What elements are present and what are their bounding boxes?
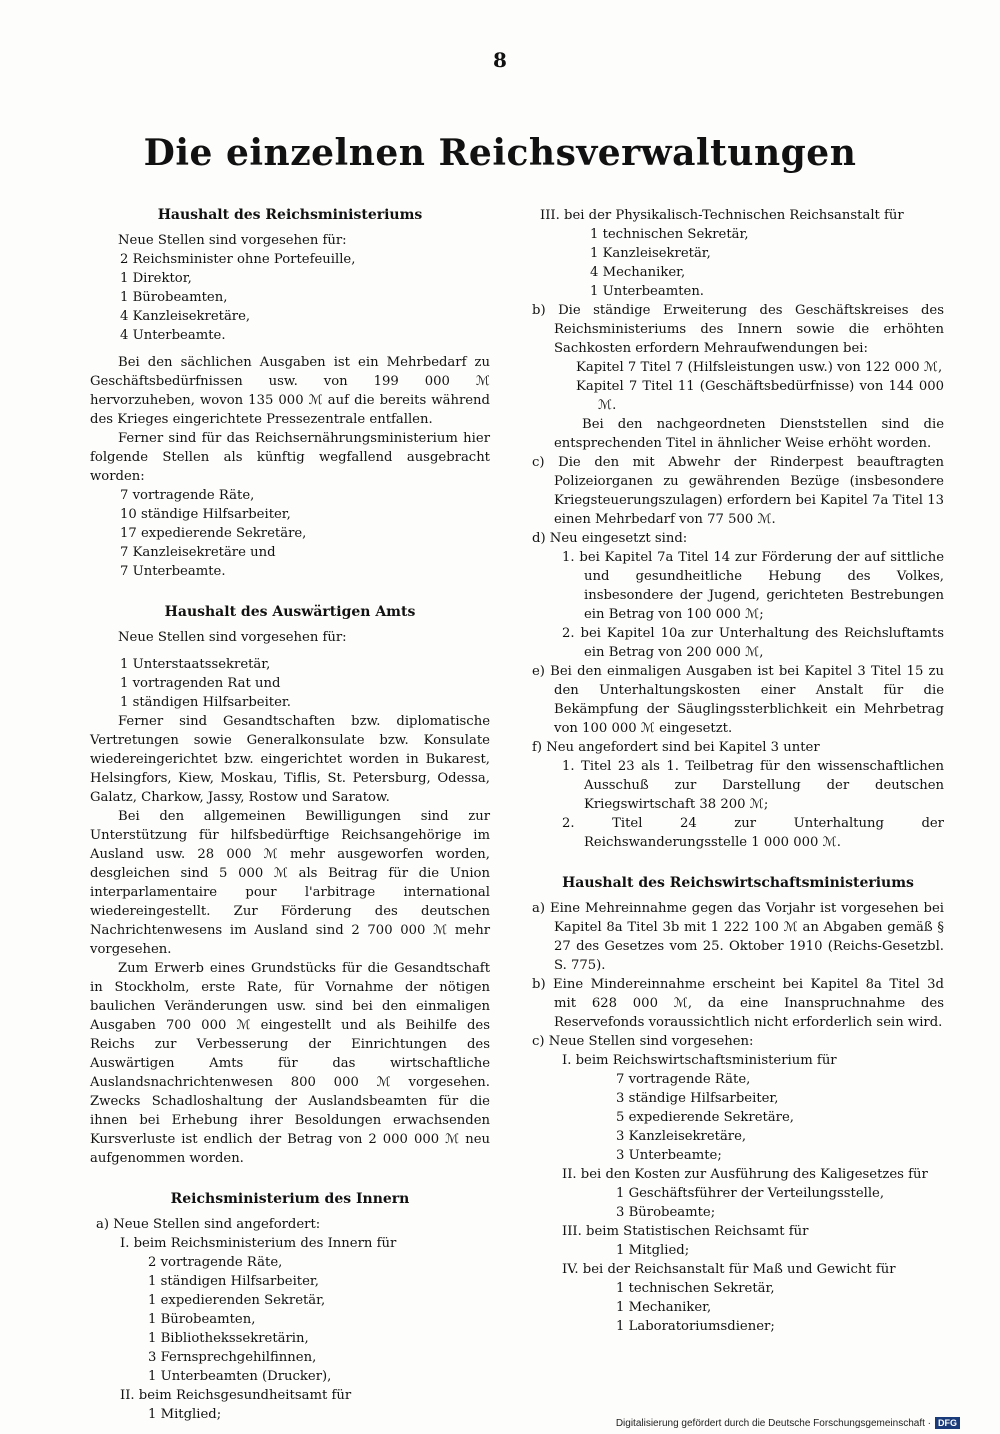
- section-heading: Haushalt des Auswärtigen Amts: [164, 604, 416, 620]
- list-item: 1 Mitglied;: [148, 1407, 222, 1422]
- section-heading: Haushalt des Reichswirtschaftsministeriums: [562, 875, 914, 891]
- paragraph: f) Neu angefordert sind bei Kapitel 3 unter: [532, 740, 820, 755]
- list-item: 7 vortragende Räte,: [120, 488, 255, 503]
- paragraph: d) Neu eingesetzt sind:: [532, 531, 688, 546]
- list-item: 2 Reichsminister ohne Portefeuille,: [120, 252, 356, 267]
- list-item: 1 Direktor,: [120, 271, 192, 286]
- list-item: 1 Geschäftsführer der Verteilungsstelle,: [616, 1186, 885, 1201]
- paragraph: 1. bei Kapitel 7a Titel 14 zur Förderung der auf sittliche und gesundheitliche Hebung des Volkes, insbesondere der Jugend, gerichteten Bestrebungen ein Betrag von 100 000 ℳ;: [562, 550, 944, 622]
- paragraph: c) Die den mit Abwehr der Rinderpest beauftragten Polizeiorganen zu gewährenden Bezüge (insbesondere Kriegsteuerungszulagen) erfordern bei Kapitel 7a Titel 13 einen Mehrbedarf von 77 500 ℳ.: [532, 455, 944, 527]
- paragraph: a) Eine Mehreinnahme gegen das Vorjahr ist vorgesehen bei Kapitel 8a Titel 3b mit 1 222 100 ℳ an Abgaben gemäß § 27 des Gesetzes vom 25. Oktober 1910 (Reichs-Gesetzbl. S. 775).: [532, 901, 944, 973]
- list-item: IV. bei der Reichsanstalt für Maß und Gewicht für: [562, 1262, 896, 1277]
- paragraph: Neue Stellen sind vorgesehen für:: [118, 630, 347, 645]
- paragraph: Bei den allgemeinen Bewilligungen sind zur Unterstützung für hilfsbedürftige Reichsangehörige im Ausland usw. 28 000 ℳ mehr ausgeworfen worden, desgleichen sind 5 000 ℳ als Beitrag für die Union interparlamentaire pour l'arbitrage international wiedereingestellt. Zur Förderung des deutschen Nachrichtenwesens im Ausland sind 2 700 000 ℳ mehr vorgesehen.: [90, 809, 490, 957]
- list-item: 1 vortragenden Rat und: [120, 676, 281, 691]
- list-item: 1 ständigen Hilfsarbeiter.: [120, 695, 291, 710]
- list-item: 1 Bürobeamten,: [148, 1312, 256, 1327]
- paragraph: Kapitel 7 Titel 11 (Geschäftsbedürfnisse) von 144 000 ℳ.: [576, 379, 944, 413]
- paragraph: c) Neue Stellen sind vorgesehen:: [532, 1034, 754, 1049]
- list-item: 3 Bürobeamte;: [616, 1205, 716, 1220]
- footer-text: Digitalisierung gefördert durch die Deutsche Forschungsgemeinschaft ·: [615, 1417, 931, 1429]
- page-number: 8: [493, 48, 507, 72]
- list-item: 1 technischen Sekretär,: [590, 227, 749, 242]
- list-item: 1 Mitglied;: [616, 1243, 690, 1258]
- list-item: 3 ständige Hilfsarbeiter,: [616, 1091, 779, 1106]
- list-item: I. beim Reichswirtschaftsministerium für: [562, 1053, 837, 1068]
- list-item: 1 Bürobeamten,: [120, 290, 228, 305]
- list-item: 7 Kanzleisekretäre und: [120, 545, 276, 560]
- list-item: 1 Unterbeamten.: [590, 284, 704, 299]
- paragraph: Bei den sächlichen Ausgaben ist ein Mehrbedarf zu Geschäftsbedürfnissen usw. von 199 000 ℳ hervorzuheben, wovon 135 000 ℳ auf die bereits während des Krieges eingerichtete Pressezentrale entfallen.: [90, 355, 490, 427]
- paragraph: e) Bei den einmaligen Ausgaben ist bei Kapitel 3 Titel 15 zu den Unterhaltungskosten einer Anstalt für die Bekämpfung der Säuglingssterblichkeit ein Mehrbetrag von 100 000 ℳ eingesetzt.: [532, 664, 944, 736]
- list-item: 2 vortragende Räte,: [148, 1255, 283, 1270]
- list-item: 4 Mechaniker,: [590, 265, 686, 280]
- list-item: 17 expedierende Sekretäre,: [120, 526, 307, 541]
- dfg-logo-icon: DFG: [935, 1417, 960, 1429]
- page-title: Die einzelnen Reichsverwaltungen: [143, 132, 857, 174]
- paragraph: Ferner sind für das Reichsernährungsministerium hier folgende Stellen als künftig wegfallend ausgebracht worden:: [90, 431, 490, 484]
- list-item: I. beim Reichsministerium des Innern für: [120, 1236, 397, 1251]
- paragraph: b) Die ständige Erweiterung des Geschäftskreises des Reichsministeriums des Innern sowie die erhöhten Sachkosten erfordern Mehraufwendungen bei:: [532, 303, 944, 356]
- list-item: 7 vortragende Räte,: [616, 1072, 751, 1087]
- list-item: II. beim Reichsgesundheitsamt für: [120, 1388, 352, 1403]
- paragraph: Zum Erwerb eines Grundstücks für die Gesandtschaft in Stockholm, erste Rate, für Vornahme der nötigen baulichen Veränderungen usw. sind bei den einmaligen Ausgaben 700 000 ℳ eingestellt und als Beihilfe des Reichs zur Verbesserung der Einrichtungen des Auswärtigen Amts für das wirtschaftliche Auslandsnachrichtenwesen 800 000 ℳ vorgesehen. Zwecks Schadloshaltung der Auslandsbeamten für die ihnen bei Erhebung ihrer Besoldungen erwachsenden Kursverluste ist endlich der Betrag von 2 000 000 ℳ neu aufgenommen worden.: [90, 961, 490, 1166]
- paragraph: 2. bei Kapitel 10a zur Unterhaltung des Reichsluftamts ein Betrag von 200 000 ℳ,: [562, 626, 944, 660]
- list-item: 3 Fernsprechgehilfinnen,: [148, 1350, 317, 1365]
- right-column: [532, 206, 944, 1336]
- list-item: 7 Unterbeamte.: [120, 564, 226, 579]
- list-item: III. beim Statistischen Reichsamt für: [562, 1224, 809, 1239]
- list-item: 1 Mechaniker,: [616, 1300, 712, 1315]
- paragraph: Ferner sind Gesandtschaften bzw. diplomatische Vertretungen sowie Generalkonsulate bzw. Konsulate wiedereingerichtet bzw. eingerichtet worden in Bukarest, Helsingfors, Kiew, Moskau, Tiflis, St. Petersburg, Odessa, Galatz, Charkow, Jassy, Rostow und Saratow.: [90, 714, 490, 805]
- list-item: 1 Kanzleisekretär,: [590, 246, 711, 261]
- section-heading: Reichsministerium des Innern: [170, 1191, 410, 1207]
- paragraph: Bei den nachgeordneten Dienststellen sind die entsprechenden Titel in ähnlicher Weise erhöht worden.: [554, 417, 944, 451]
- section-heading: Haushalt des Reichsministeriums: [157, 207, 423, 223]
- list-item: 10 ständige Hilfsarbeiter,: [120, 507, 291, 522]
- list-item: III. bei der Physikalisch-Technischen Reichsanstalt für: [540, 208, 904, 223]
- left-column: [90, 206, 490, 1424]
- paragraph: 2. Titel 24 zur Unterhaltung der Reichswanderungsstelle 1 000 000 ℳ.: [562, 816, 944, 850]
- footer: [616, 1417, 960, 1429]
- list-item: 4 Kanzleisekretäre,: [120, 309, 251, 324]
- list-item: 1 technischen Sekretär,: [616, 1281, 775, 1296]
- paragraph: Neue Stellen sind vorgesehen für:: [118, 233, 347, 248]
- list-item: 1 Unterstaatssekretär,: [120, 657, 271, 672]
- list-item: 3 Unterbeamte;: [616, 1148, 722, 1163]
- list-item: 5 expedierende Sekretäre,: [616, 1110, 794, 1125]
- list-item: 1 expedierenden Sekretär,: [148, 1293, 326, 1308]
- list-item: 1 Unterbeamten (Drucker),: [148, 1369, 332, 1384]
- paragraph: Kapitel 7 Titel 7 (Hilfsleistungen usw.) von 122 000 ℳ,: [576, 360, 943, 375]
- list-item: II. bei den Kosten zur Ausführung des Kaligesetzes für: [562, 1167, 928, 1182]
- paragraph: 1. Titel 23 als 1. Teilbetrag für den wissenschaftlichen Ausschuß zur Darstellung der deutschen Kriegswirtschaft 38 200 ℳ;: [562, 759, 944, 812]
- paragraph: b) Eine Mindereinnahme erscheint bei Kapitel 8a Titel 3d mit 628 000 ℳ, da eine Inanspruchnahme des Reservefonds voraussichtlich nicht erforderlich sein wird.: [532, 977, 944, 1030]
- list-item: 1 Bibliothekssekretärin,: [148, 1331, 309, 1346]
- list-item: 1 ständigen Hilfsarbeiter,: [148, 1274, 319, 1289]
- list-item: 3 Kanzleisekretäre,: [616, 1129, 747, 1144]
- list-item: 1 Laboratoriumsdiener;: [616, 1319, 775, 1334]
- paragraph: a) Neue Stellen sind angefordert:: [96, 1217, 321, 1232]
- list-item: 4 Unterbeamte.: [120, 328, 226, 343]
